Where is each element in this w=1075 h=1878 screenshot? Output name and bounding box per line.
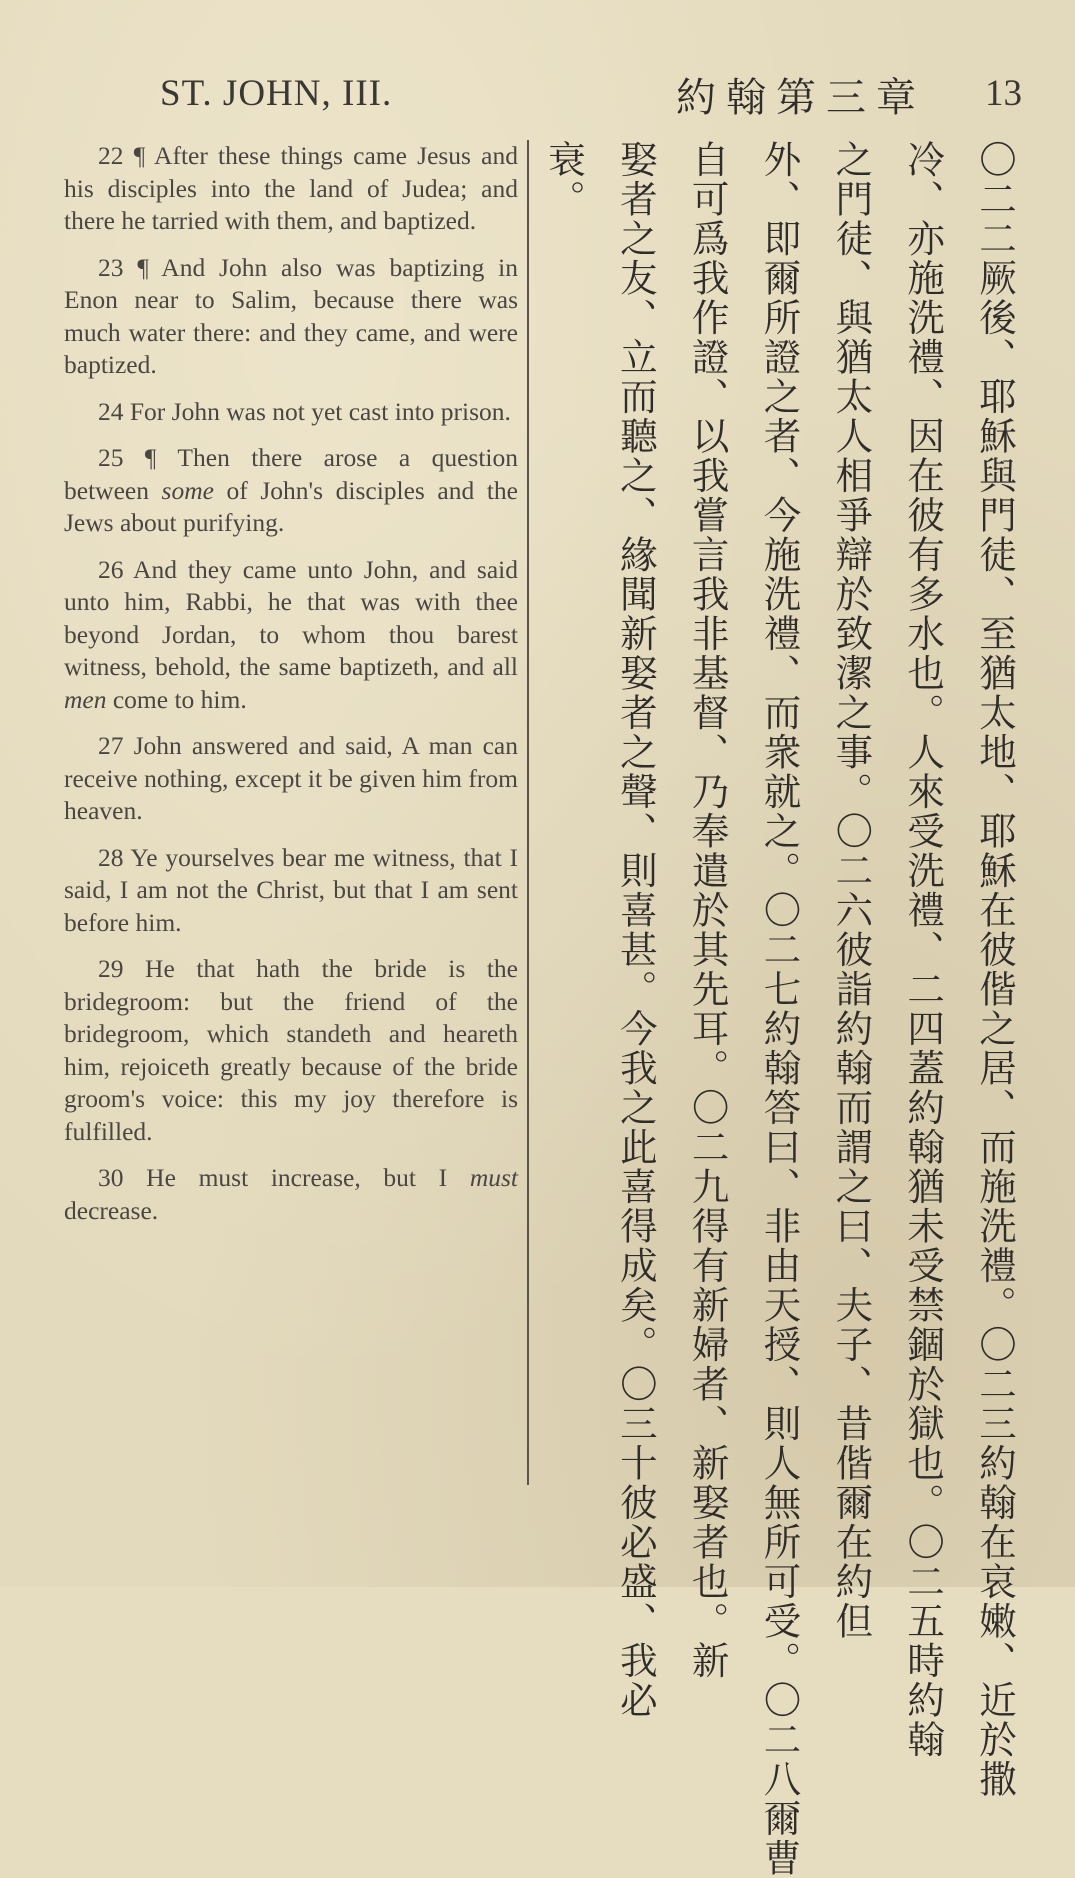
verse-text: 22 ¶ After these things came Jesus and his disciples into the land of Judea; and there he tarried with them, and baptized. xyxy=(64,141,518,235)
verse-26 xyxy=(64,554,518,717)
chinese-line-3: 之門徒、與猶太人相爭辯於致潔之事。〇二六彼詣約翰而謂之曰、夫子、昔偕爾在約但 xyxy=(829,140,874,1641)
verse-text: 27 John answered and said, A man can receive nothing, except it be given him from heaven. xyxy=(64,731,518,825)
chinese-line-4: 外、即爾所證之者、今施洗禮、而衆就之。〇二七約翰答曰、非由天授、則人無所可受。〇二八爾曹 xyxy=(757,140,802,1878)
verse-29 xyxy=(64,953,518,1148)
verse-23 xyxy=(64,252,518,382)
verse-28 xyxy=(64,842,518,940)
page-number: 13 xyxy=(985,73,1022,114)
verse-text: decrease. xyxy=(64,1195,159,1225)
verse-27 xyxy=(64,730,518,828)
verse-text: 28 Ye yourselves bear me witness, that I said, I am not the Christ, but that I am sent before him. xyxy=(64,842,518,937)
chinese-line-5: 自可爲我作證、以我嘗言我非基督、乃奉遣於其先耳。〇二九得有新婦者、新娶者也。新 xyxy=(685,140,730,1681)
verse-italic-word: men xyxy=(64,684,107,714)
verse-italic-word: must xyxy=(469,1163,518,1192)
verse-italic-word: some xyxy=(161,475,214,505)
chinese-line-1: 〇二二厥後、耶穌與門徒、至猶太地、耶穌在彼偕之居、而施洗禮。〇二三約翰在哀嫩、近於撒 xyxy=(972,140,1017,1799)
verse-text: 24 For John was not yet cast into prison. xyxy=(98,396,511,426)
column-divider xyxy=(527,140,529,1485)
verse-text: come to him. xyxy=(106,684,247,714)
english-text-column xyxy=(64,140,518,1510)
chinese-running-title: 約翰第三章 xyxy=(676,75,926,121)
verse-24 xyxy=(64,396,518,429)
english-running-title: ST. JOHN, III. xyxy=(160,73,393,114)
chinese-line-7: 衰。 xyxy=(542,140,586,219)
verse-30 xyxy=(64,1162,518,1227)
verse-text: 23 ¶ And John also was baptizing in Enon near to Salim, because there was much water there: and they came, and were baptized. xyxy=(64,252,518,379)
verse-text: 26 And they came unto John, and said unto him, Rabbi, he that was with thee beyond Jordan, to whom thou barest witness, behold, the same baptizeth, and all xyxy=(64,554,518,681)
chinese-line-2: 冷、亦施洗禮、因在彼有多水也。人來受洗禮、二四蓋約翰猶未受禁錮於獄也。〇二五時約翰 xyxy=(901,140,946,1760)
verse-25 xyxy=(64,442,518,540)
chinese-line-6: 娶者之友、立而聽之、緣聞新娶者之聲、則喜甚。今我之此喜得成矣。〇三十彼必盛、我必 xyxy=(613,140,658,1720)
verse-22 xyxy=(64,140,518,238)
chinese-text-column xyxy=(542,140,1017,1878)
verse-text: 29 He that hath the bride is the bridegroom: but the friend of the bridegroom, which standeth and heareth him, rejoiceth greatly because of the bride groom's voice: this my joy therefore is fulfilled. xyxy=(64,954,518,1146)
verse-text: 30 He must increase, but I xyxy=(98,1163,470,1192)
verse-text: of John's disciples and the Jews about purifying. xyxy=(64,475,518,537)
verse-text: 25 ¶ Then there arose a question between xyxy=(64,443,518,505)
